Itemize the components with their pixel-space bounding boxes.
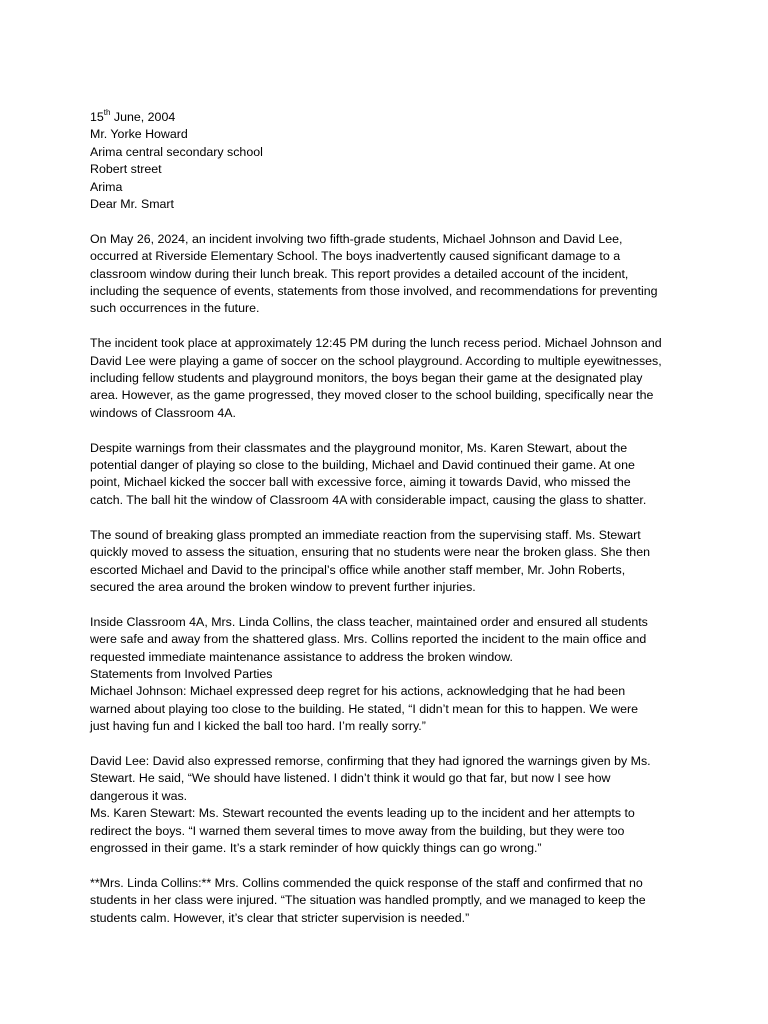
salutation: Dear Mr. Smart xyxy=(90,197,174,212)
paragraph-2 xyxy=(90,335,690,422)
text-line: Inside Classroom 4A, Mrs. Linda Collins, the class teacher, maintained order and ensured all students xyxy=(90,614,648,629)
text-line: Stewart. He said, “We should have listened. I didn’t think it would go that far, but now I see how xyxy=(90,771,611,786)
text-line: Despite warnings from their classmates and the playground monitor, Ms. Karen Stewart, about the xyxy=(90,440,628,455)
text-line: The sound of breaking glass prompted an immediate reaction from the supervising staff. Ms. Stewart xyxy=(90,527,641,542)
paragraph-gap xyxy=(90,509,690,526)
text-line: catch. The ball hit the window of Classroom 4A with considerable impact, causing the glass to shatter. xyxy=(90,492,647,507)
section-heading: Statements from Involved Parties xyxy=(90,666,273,681)
paragraph-5 xyxy=(90,614,690,736)
paragraph-gap xyxy=(90,857,690,874)
paragraph-7 xyxy=(90,875,690,927)
text-line: escorted Michael and David to the principal’s office while another staff member, Mr. John Roberts, xyxy=(90,562,626,577)
text-line: The incident took place at approximately 12:45 PM during the lunch recess period. Michael Johnson and xyxy=(90,336,662,351)
text-line: classroom window during their lunch break. This report provides a detailed account of the incident, xyxy=(90,266,629,281)
date-suffix: th xyxy=(103,107,111,117)
text-line: quickly moved to assess the situation, ensuring that no students were near the broken glass. She then xyxy=(90,545,650,560)
text-line: were safe and away from the shattered glass. Mrs. Collins reported the incident to the main office and xyxy=(90,632,647,647)
text-line: such occurrences in the future. xyxy=(90,301,260,316)
date-rest: June, 2004 xyxy=(110,110,176,124)
paragraph-gap xyxy=(90,318,690,335)
text-line: dangerous it was. xyxy=(90,788,188,803)
text-line: students in her class were injured. “The situation was handled promptly, and we managed to keep the xyxy=(90,893,646,908)
text-line: secured the area around the broken window to prevent further injuries. xyxy=(90,579,476,594)
letter-body xyxy=(90,109,690,927)
date-day: 15 xyxy=(90,110,104,124)
recipient-town: Arima xyxy=(90,179,123,194)
paragraph-1 xyxy=(90,231,690,318)
text-line: just having fun and I kicked the ball too hard. I’m really sorry.” xyxy=(90,719,426,734)
text-line: On May 26, 2024, an incident involving two fifth-grade students, Michael Johnson and David Lee, xyxy=(90,231,623,246)
text-line: warned about playing too close to the building. He stated, “I didn’t mean for this to happen. We were xyxy=(90,701,639,716)
recipient-street: Robert street xyxy=(90,162,162,177)
text-line: including the sequence of events, statements from those involved, and recommendations for preventing xyxy=(90,284,658,299)
text-line: David Lee were playing a game of soccer on the school playground. According to multiple eyewitnesses, xyxy=(90,353,662,368)
text-line: Ms. Karen Stewart: Ms. Stewart recounted the events leading up to the incident and her attempts to xyxy=(90,806,635,821)
text-line: point, Michael kicked the soccer ball with excessive force, aiming it towards David, who missed the xyxy=(90,475,631,490)
text-line: redirect the boys. “I warned them several times to move away from the building, but they were too xyxy=(90,823,625,838)
paragraph-4 xyxy=(90,527,690,597)
paragraph-3 xyxy=(90,440,690,510)
text-line: **Mrs. Linda Collins:** Mrs. Collins commended the quick response of the staff and confirmed that no xyxy=(90,875,643,890)
paragraph-gap xyxy=(90,213,690,230)
recipient-school: Arima central secondary school xyxy=(90,144,263,159)
text-line: students calm. However, it’s clear that stricter supervision is needed.” xyxy=(90,910,470,925)
text-line: David Lee: David also expressed remorse, confirming that they had ignored the warnings given by Ms. xyxy=(90,753,651,768)
text-line: engrossed in their game. It’s a stark reminder of how quickly things can go wrong.” xyxy=(90,840,542,855)
paragraph-gap xyxy=(90,736,690,753)
paragraph-gap xyxy=(90,596,690,613)
paragraph-6 xyxy=(90,753,690,857)
text-line: Michael Johnson: Michael expressed deep regret for his actions, acknowledging that he had been xyxy=(90,684,626,699)
text-line: occurred at Riverside Elementary School. The boys inadvertently caused significant damage to a xyxy=(90,249,621,264)
text-line: windows of Classroom 4A. xyxy=(90,405,236,420)
recipient-name: Mr. Yorke Howard xyxy=(90,127,188,142)
paragraph-gap xyxy=(90,422,690,439)
text-line: area. However, as the game progressed, they moved closer to the school building, specifically near the xyxy=(90,388,654,403)
text-line: requested immediate maintenance assistance to address the broken window. xyxy=(90,649,513,664)
text-line: potential danger of playing so close to the building, Michael and David continued their game. At one xyxy=(90,458,635,473)
letter-date xyxy=(90,109,690,126)
text-line: including fellow students and playground monitors, the boys began their game at the designated play xyxy=(90,371,643,386)
